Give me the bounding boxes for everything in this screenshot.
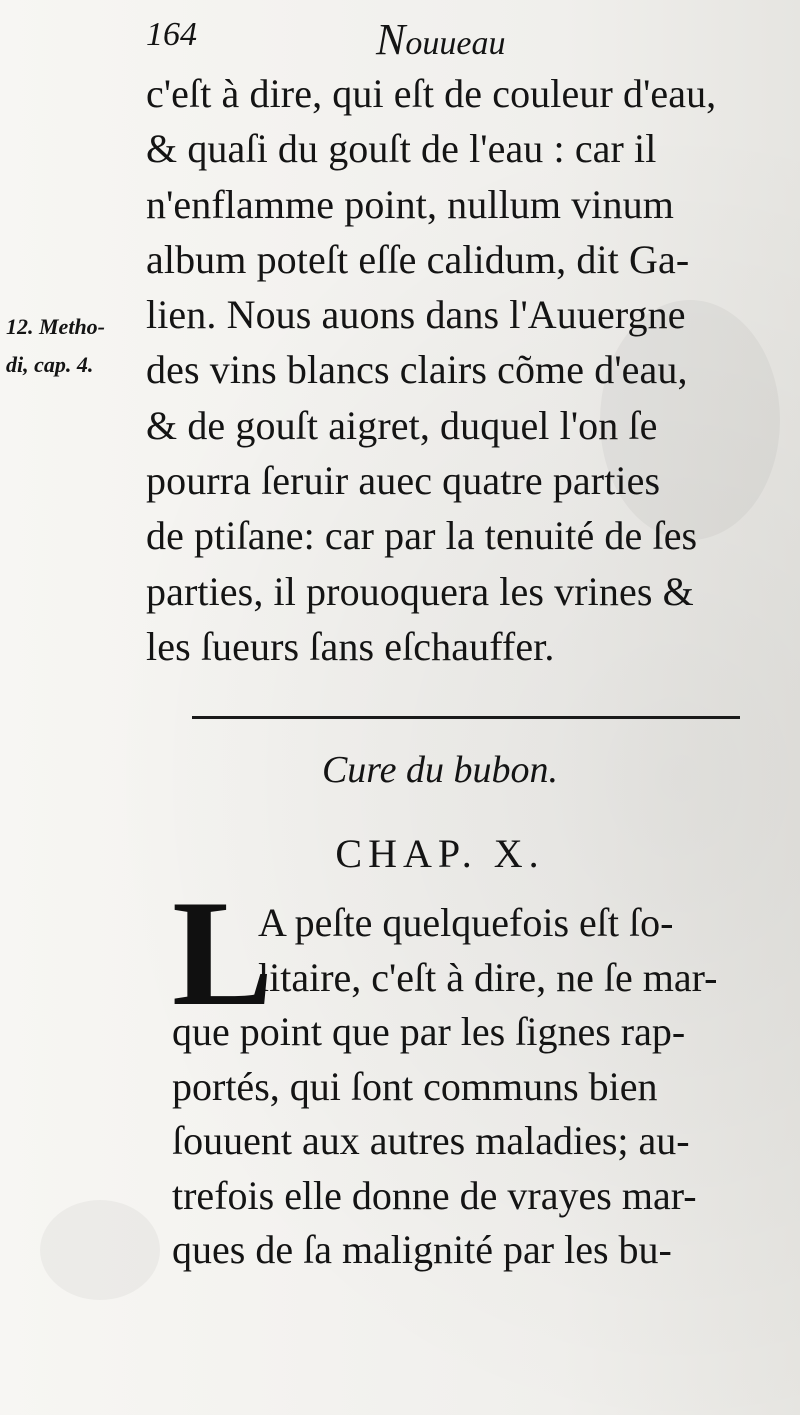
paper-stain <box>40 1200 160 1300</box>
section-divider <box>192 716 740 719</box>
page-header <box>146 10 746 70</box>
text-line: portés, qui ſont communs bien <box>172 1063 658 1109</box>
chapter-title: CHAP. X. <box>335 831 545 876</box>
chapter-body <box>172 869 772 1278</box>
text-line: litaire, c'eſt à dire, ne ſe mar- <box>258 954 718 1000</box>
text-line: trefois elle donne de vrayes mar- <box>172 1172 697 1218</box>
text-line: ques de ſa malignité par les bu- <box>172 1227 672 1272</box>
text-line: les ſueurs ſans eſchauffer. <box>146 623 555 669</box>
text-line: pourra ſeruir auec quatre parties <box>146 458 661 504</box>
page-number: 164 <box>146 16 197 53</box>
text-line: parties, il prouoquera les vrines & <box>146 568 694 614</box>
margin-note <box>6 308 146 384</box>
margin-note-line: di, cap. 4. <box>6 352 94 377</box>
drop-cap: L <box>172 869 274 1037</box>
text-line: de ptiſane: car par la tenuité de ſes <box>146 513 698 559</box>
text-line: A peſte quelquefois eſt ſo- <box>258 900 674 945</box>
margin-note-line: 12. Metho- <box>6 314 105 339</box>
text-line: album poteſt eſſe calidum, dit Ga- <box>146 236 690 282</box>
text-line: & quaſi du gouſt de l'eau : car il <box>146 126 657 172</box>
chapter-subtitle: Cure du bubon. <box>321 749 559 791</box>
running-head <box>376 14 505 65</box>
text-line: c'eſt à dire, qui eſt de couleur d'eau, <box>146 71 717 116</box>
text-line: n'enflamme point, nullum vinum <box>146 181 674 227</box>
text-line: ſouuent aux autres maladies; au- <box>172 1118 690 1163</box>
running-head-rest: ouueau <box>405 25 506 62</box>
text-line: & de gouſt aigret, duquel l'on ſe <box>146 402 658 448</box>
text-line: lien. Nous auons dans l'Auuergne <box>146 292 686 338</box>
top-paragraph <box>146 66 762 674</box>
running-head-initial: N <box>376 15 406 64</box>
text-line: des vins blancs clairs cõme d'eau, <box>146 347 688 393</box>
text-line: que point que par les ſignes rap- <box>172 1009 686 1054</box>
